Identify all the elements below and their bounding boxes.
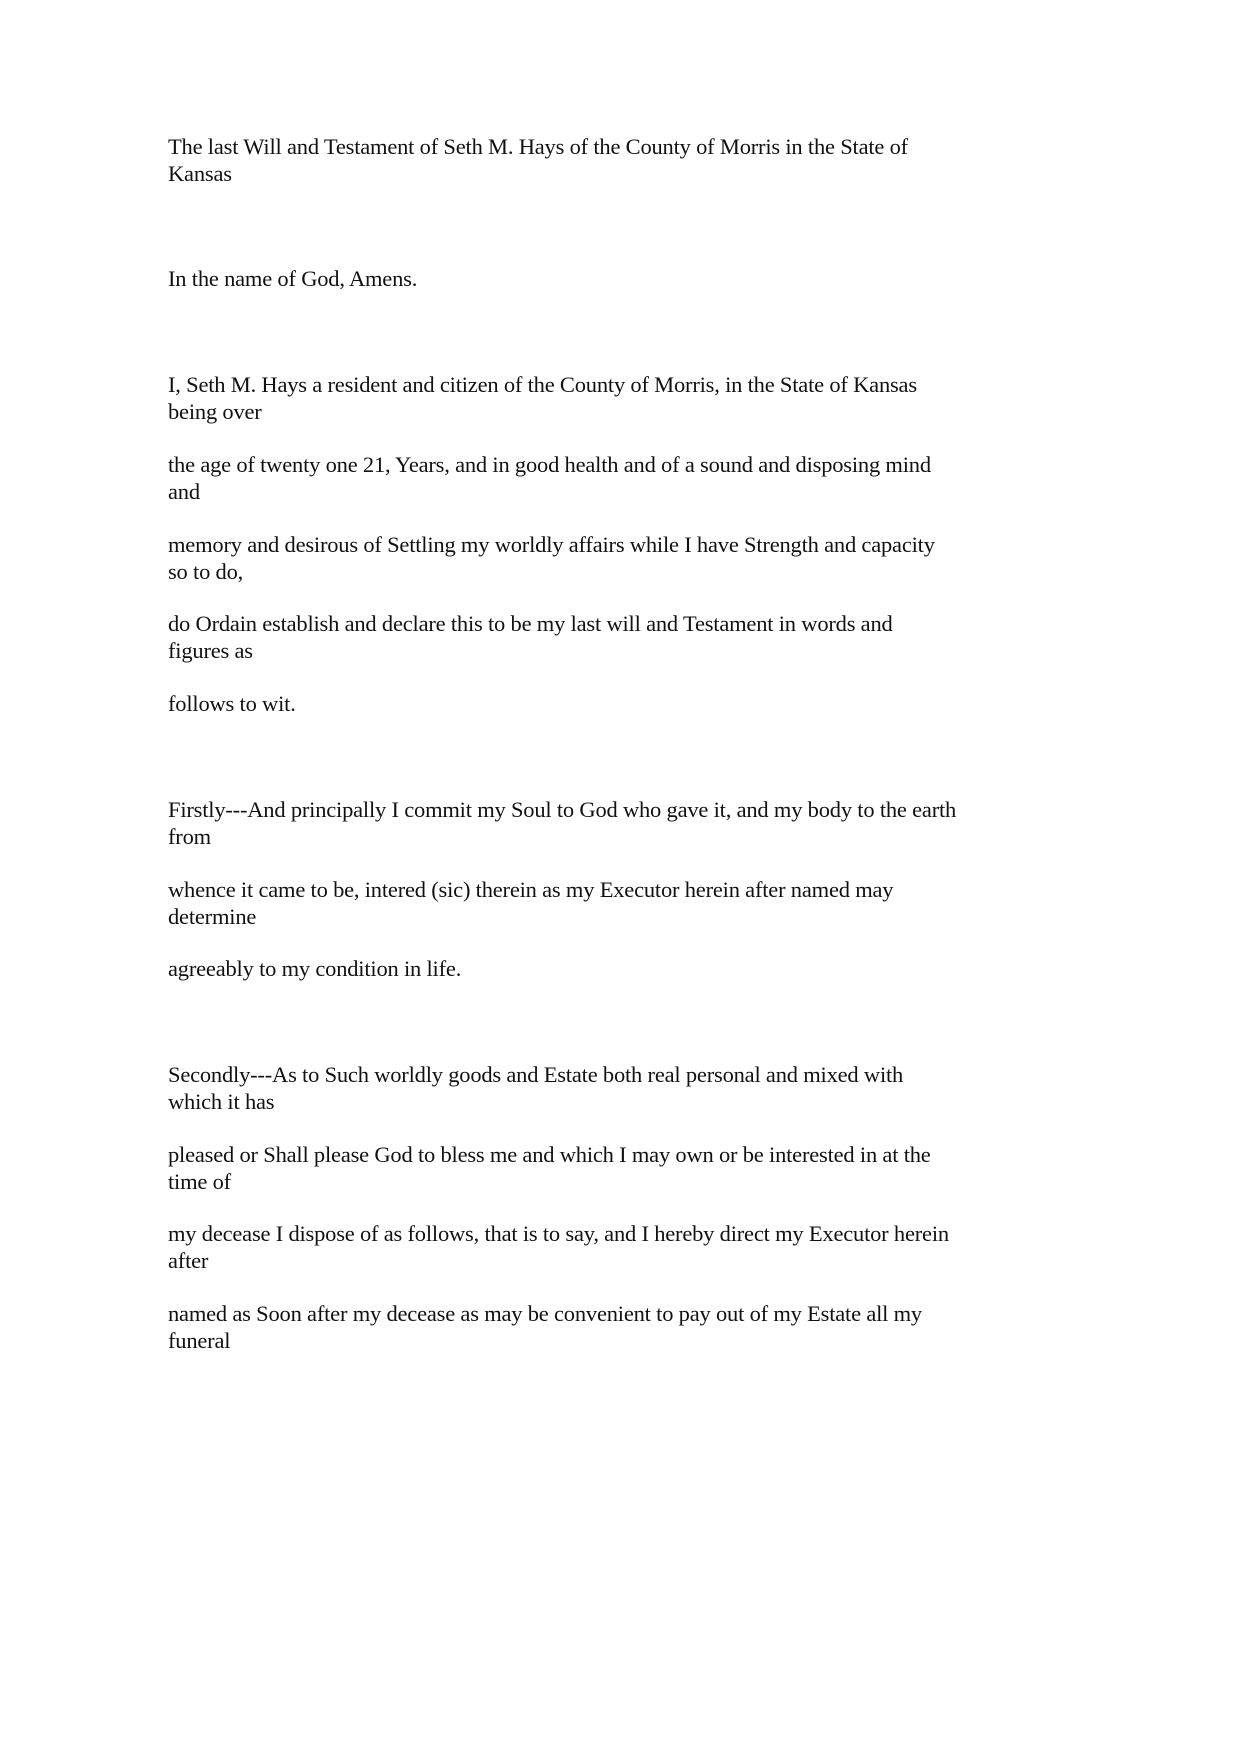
- paragraph: do Ordain establish and declare this to be my last will and Testament in words and figures as: [168, 611, 893, 663]
- paragraph: the age of twenty one 21, Years, and in good health and of a sound and disposing mind and: [168, 452, 931, 504]
- paragraph: memory and desirous of Settling my worldly affairs while I have Strength and capacity so to do,: [168, 532, 935, 584]
- paragraph: whence it came to be, intered (sic) therein as my Executor herein after named may determine: [168, 877, 894, 929]
- document-title: The last Will and Testament of Seth M. Hays of the County of Morris in the State of Kansas: [168, 134, 908, 186]
- paragraph: Secondly---As to Such worldly goods and Estate both real personal and mixed with which it has: [168, 1062, 904, 1114]
- paragraph: agreeably to my condition in life.: [168, 956, 462, 981]
- paragraph: Firstly---And principally I commit my Soul to God who gave it, and my body to the earth from: [168, 797, 957, 849]
- invocation-line: In the name of God, Amens.: [168, 266, 418, 291]
- paragraph: follows to wit.: [168, 691, 296, 716]
- paragraph: I, Seth M. Hays a resident and citizen of the County of Morris, in the State of Kansas being over: [168, 372, 917, 424]
- paragraph: my decease I dispose of as follows, that is to say, and I hereby direct my Executor herein after: [168, 1221, 949, 1273]
- paragraph: pleased or Shall please God to bless me and which I may own or be interested in at the time of: [168, 1142, 931, 1194]
- paragraph: named as Soon after my decease as may be convenient to pay out of my Estate all my funeral: [168, 1301, 922, 1353]
